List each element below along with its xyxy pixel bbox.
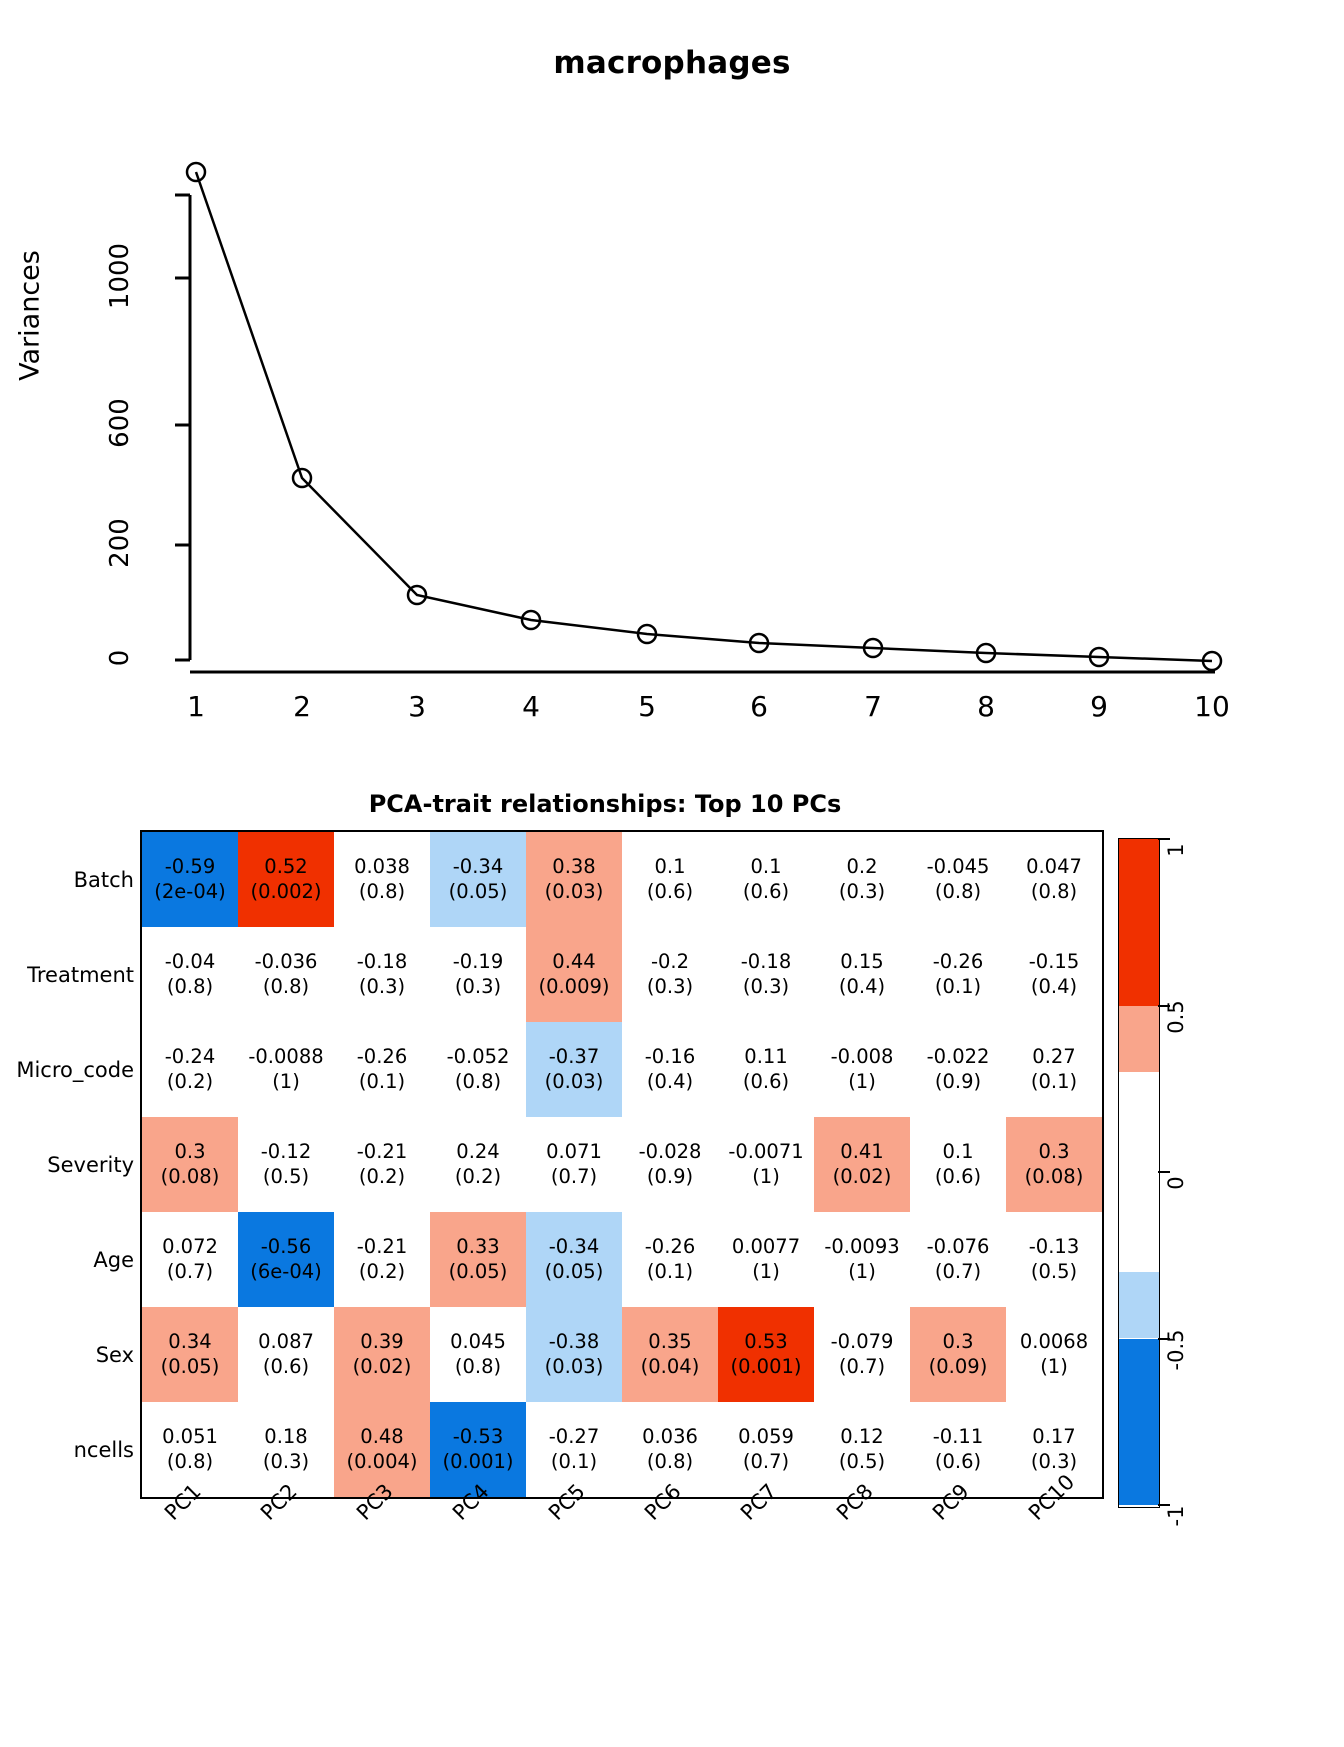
column-label-pc8: PC8 [832, 1479, 878, 1525]
cell-correlation: -0.15 [1028, 949, 1080, 973]
heatmap-cell-age-pc4 [430, 1212, 526, 1307]
heatmap-color-legend [1118, 838, 1238, 1527]
cell-pvalue: (0.8) [454, 1354, 502, 1378]
cell-pvalue: (0.6) [742, 1069, 790, 1093]
heatmap-cell-micro_code-pc6 [622, 1022, 718, 1117]
heatmap-cell-treatment-pc2 [238, 927, 334, 1022]
row-label-sex: Sex [95, 1343, 134, 1367]
cell-correlation: -0.26 [932, 949, 984, 973]
cell-correlation: 0.15 [840, 949, 884, 973]
scree-y-axis-label: Variances [14, 250, 46, 381]
cell-pvalue: (0.2) [166, 1069, 214, 1093]
cell-pvalue: (0.6) [262, 1354, 310, 1378]
cell-correlation: 0.0077 [731, 1234, 801, 1258]
cell-pvalue: (0.004) [346, 1449, 418, 1473]
cell-correlation: 0.24 [456, 1139, 500, 1163]
cell-pvalue: (0.2) [358, 1259, 406, 1283]
cell-pvalue: (0.6) [646, 879, 694, 903]
cell-pvalue: (0.3) [262, 1449, 310, 1473]
cell-correlation: -0.0088 [248, 1044, 324, 1068]
cell-pvalue: (0.1) [934, 974, 982, 998]
cell-pvalue: (0.9) [646, 1164, 694, 1188]
cell-correlation: 0.35 [648, 1329, 692, 1353]
heatmap-cell-age-pc8 [814, 1212, 910, 1307]
cell-pvalue: (0.8) [262, 974, 310, 998]
cell-pvalue: (0.02) [832, 1164, 892, 1188]
cell-correlation: -0.18 [356, 949, 408, 973]
cell-pvalue: (0.4) [838, 974, 886, 998]
legend-segment-2 [1119, 1072, 1159, 1272]
column-label-pc2: PC2 [256, 1479, 302, 1525]
cell-pvalue: (0.8) [1030, 879, 1078, 903]
cell-pvalue: (0.8) [934, 879, 982, 903]
scree-plot-canvas [0, 0, 1344, 740]
cell-pvalue: (0.3) [742, 974, 790, 998]
column-label-pc4: PC4 [448, 1479, 494, 1525]
heatmap-cell-treatment-pc6 [622, 927, 718, 1022]
cell-pvalue: (0.7) [742, 1449, 790, 1473]
heatmap-cell-batch-pc7 [718, 831, 814, 927]
legend-tick-label-3: -0.5 [1164, 1329, 1188, 1370]
cell-pvalue: (0.3) [838, 879, 886, 903]
cell-pvalue: (0.7) [934, 1259, 982, 1283]
legend-segment-0 [1119, 839, 1159, 1006]
heatmap-row [141, 927, 1103, 1022]
cell-correlation: -0.16 [644, 1044, 696, 1068]
cell-pvalue: (0.009) [538, 974, 610, 998]
heatmap-cell-severity-pc10 [1006, 1117, 1103, 1212]
cell-correlation: 0.3 [174, 1139, 206, 1163]
heatmap-cell-severity-pc4 [430, 1117, 526, 1212]
cell-correlation: 0.071 [546, 1139, 602, 1163]
row-label-ncells: ncells [73, 1438, 134, 1462]
cell-pvalue: (0.6) [934, 1449, 982, 1473]
legend-tick-label-4: -1 [1164, 1505, 1188, 1527]
heatmap-cell-age-pc2 [238, 1212, 334, 1307]
scree-line [196, 172, 1212, 661]
cell-pvalue: (0.1) [646, 1259, 694, 1283]
legend-tick-mark-2 [1158, 1171, 1170, 1173]
heatmap-cell-micro_code-pc5 [526, 1022, 622, 1117]
heatmap-cell-treatment-pc5 [526, 927, 622, 1022]
cell-pvalue: (0.3) [646, 974, 694, 998]
cell-correlation: -0.0071 [728, 1139, 804, 1163]
cell-pvalue: (0.8) [166, 974, 214, 998]
cell-correlation: -0.045 [926, 854, 990, 878]
column-label-pc6: PC6 [640, 1479, 686, 1525]
cell-pvalue: (0.8) [358, 879, 406, 903]
heatmap-cell-sex-pc10 [1006, 1307, 1103, 1402]
scree-ytick-1000: 1000 [105, 242, 135, 310]
heatmap-cell-age-pc5 [526, 1212, 622, 1307]
heatmap-cell-micro_code-pc4 [430, 1022, 526, 1117]
cell-correlation: -0.12 [260, 1139, 312, 1163]
cell-pvalue: (6e-04) [250, 1259, 322, 1283]
cell-pvalue: (0.03) [544, 1069, 604, 1093]
heatmap-cell-treatment-pc3 [334, 927, 430, 1022]
cell-correlation: -0.11 [932, 1424, 984, 1448]
cell-correlation: 0.3 [1038, 1139, 1070, 1163]
heatmap-grid-wrapper [140, 830, 1104, 1499]
cell-correlation: -0.26 [356, 1044, 408, 1068]
heatmap-cell-batch-pc1 [141, 831, 238, 927]
cell-correlation: -0.56 [260, 1234, 312, 1258]
cell-correlation: -0.37 [548, 1044, 600, 1068]
heatmap-cell-micro_code-pc1 [141, 1022, 238, 1117]
cell-correlation: 0.39 [360, 1329, 404, 1353]
cell-correlation: -0.59 [164, 854, 216, 878]
heatmap-cell-micro_code-pc3 [334, 1022, 430, 1117]
heatmap-cell-sex-pc9 [910, 1307, 1006, 1402]
heatmap-cell-treatment-pc8 [814, 927, 910, 1022]
heatmap-cell-micro_code-pc10 [1006, 1022, 1103, 1117]
cell-correlation: 0.44 [552, 949, 596, 973]
scree-ytick-0: 0 [105, 649, 135, 667]
cell-correlation: -0.26 [644, 1234, 696, 1258]
row-label-age: Age [93, 1248, 134, 1272]
cell-pvalue: (0.5) [838, 1449, 886, 1473]
heatmap-cell-batch-pc8 [814, 831, 910, 927]
cell-pvalue: (0.08) [160, 1164, 220, 1188]
cell-correlation: 0.34 [168, 1329, 212, 1353]
heatmap-cell-treatment-pc7 [718, 927, 814, 1022]
heatmap-row [141, 1212, 1103, 1307]
cell-correlation: 0.18 [264, 1424, 308, 1448]
row-label-treatment: Treatment [27, 963, 134, 987]
scree-points [187, 163, 1221, 670]
scree-plot [0, 0, 1344, 740]
scree-xtick-6: 6 [750, 690, 768, 723]
cell-correlation: 0.0068 [1019, 1329, 1089, 1353]
cell-correlation: -0.18 [740, 949, 792, 973]
heatmap-row [141, 831, 1103, 927]
legend-tick-label-0: 1 [1164, 843, 1188, 857]
heatmap-cell-micro_code-pc7 [718, 1022, 814, 1117]
cell-pvalue: (0.9) [934, 1069, 982, 1093]
heatmap-row [141, 1022, 1103, 1117]
cell-pvalue: (0.03) [544, 879, 604, 903]
heatmap-cell-severity-pc8 [814, 1117, 910, 1212]
cell-correlation: 0.038 [354, 854, 410, 878]
heatmap-cell-batch-pc2 [238, 831, 334, 927]
cell-pvalue: (0.1) [358, 1069, 406, 1093]
cell-correlation: 0.1 [654, 854, 686, 878]
scree-xtick-2: 2 [293, 690, 311, 723]
legend-segment-3 [1119, 1272, 1159, 1339]
column-label-pc3: PC3 [352, 1479, 398, 1525]
cell-correlation: -0.53 [452, 1424, 504, 1448]
heatmap-cell-severity-pc7 [718, 1117, 814, 1212]
heatmap-cell-age-pc3 [334, 1212, 430, 1307]
cell-pvalue: (0.3) [1030, 1449, 1078, 1473]
cell-correlation: -0.022 [926, 1044, 990, 1068]
cell-correlation: 0.1 [750, 854, 782, 878]
cell-pvalue: (0.5) [262, 1164, 310, 1188]
cell-correlation: -0.34 [452, 854, 504, 878]
cell-correlation: -0.34 [548, 1234, 600, 1258]
cell-correlation: 0.047 [1026, 854, 1082, 878]
cell-pvalue: (0.4) [1030, 974, 1078, 998]
cell-correlation: 0.38 [552, 854, 596, 878]
cell-correlation: 0.48 [360, 1424, 404, 1448]
cell-correlation: 0.036 [642, 1424, 698, 1448]
heatmap-cell-age-pc7 [718, 1212, 814, 1307]
cell-correlation: -0.008 [830, 1044, 894, 1068]
cell-correlation: -0.24 [164, 1044, 216, 1068]
heatmap-grid [140, 830, 1104, 1499]
scree-plot-title: macrophages [553, 45, 791, 81]
row-label-severity: Severity [47, 1153, 134, 1177]
cell-correlation: -0.38 [548, 1329, 600, 1353]
cell-pvalue: (1) [752, 1164, 780, 1188]
cell-pvalue: (0.3) [454, 974, 502, 998]
cell-correlation: -0.2 [650, 949, 690, 973]
cell-correlation: 0.27 [1032, 1044, 1076, 1068]
cell-pvalue: (0.6) [742, 879, 790, 903]
heatmap-cell-age-pc1 [141, 1212, 238, 1307]
heatmap-cell-sex-pc8 [814, 1307, 910, 1402]
pca-trait-heatmap [0, 790, 1344, 1690]
cell-pvalue: (1) [752, 1259, 780, 1283]
heatmap-cell-batch-pc9 [910, 831, 1006, 927]
heatmap-title: PCA-trait relationships: Top 10 PCs [368, 790, 842, 818]
cell-pvalue: (0.03) [544, 1354, 604, 1378]
cell-pvalue: (0.04) [640, 1354, 700, 1378]
cell-pvalue: (0.8) [166, 1449, 214, 1473]
cell-correlation: -0.19 [452, 949, 504, 973]
cell-pvalue: (0.8) [646, 1449, 694, 1473]
cell-correlation: -0.052 [446, 1044, 510, 1068]
heatmap-cell-batch-pc4 [430, 831, 526, 927]
cell-pvalue: (0.05) [448, 1259, 508, 1283]
heatmap-cell-severity-pc5 [526, 1117, 622, 1212]
legend-segment-1 [1119, 1006, 1159, 1073]
cell-correlation: -0.028 [638, 1139, 702, 1163]
heatmap-cell-age-pc10 [1006, 1212, 1103, 1307]
cell-correlation: 0.41 [840, 1139, 884, 1163]
cell-pvalue: (0.05) [544, 1259, 604, 1283]
heatmap-column-labels [140, 1469, 1110, 1622]
scree-xtick-1: 1 [187, 690, 205, 723]
row-label-batch: Batch [73, 868, 134, 892]
heatmap-cell-sex-pc2 [238, 1307, 334, 1402]
cell-correlation: 0.072 [162, 1234, 218, 1258]
cell-correlation: 0.17 [1032, 1424, 1076, 1448]
cell-correlation: 0.2 [846, 854, 878, 878]
cell-correlation: -0.04 [164, 949, 216, 973]
heatmap-cell-sex-pc5 [526, 1307, 622, 1402]
cell-pvalue: (0.7) [166, 1259, 214, 1283]
cell-correlation: -0.13 [1028, 1234, 1080, 1258]
cell-pvalue: (0.001) [730, 1354, 802, 1378]
cell-correlation: 0.087 [258, 1329, 314, 1353]
legend-tick-label-1: 0.5 [1164, 999, 1188, 1034]
cell-correlation: 0.12 [840, 1424, 884, 1448]
cell-correlation: -0.079 [830, 1329, 894, 1353]
cell-correlation: 0.3 [942, 1329, 974, 1353]
cell-pvalue: (0.1) [1030, 1069, 1078, 1093]
heatmap-cell-sex-pc1 [141, 1307, 238, 1402]
column-label-pc9: PC9 [928, 1479, 974, 1525]
cell-pvalue: (0.002) [250, 879, 322, 903]
scree-xtick-5: 5 [638, 690, 656, 723]
cell-pvalue: (1) [272, 1069, 300, 1093]
cell-pvalue: (0.08) [1024, 1164, 1084, 1188]
heatmap-cell-age-pc6 [622, 1212, 718, 1307]
scree-ytick-600: 600 [105, 398, 135, 448]
cell-pvalue: (0.5) [1030, 1259, 1078, 1283]
heatmap-cell-severity-pc9 [910, 1117, 1006, 1212]
heatmap-row-labels [0, 830, 134, 1495]
cell-pvalue: (0.7) [550, 1164, 598, 1188]
cell-pvalue: (0.05) [160, 1354, 220, 1378]
cell-pvalue: (1) [848, 1069, 876, 1093]
cell-pvalue: (0.001) [442, 1449, 514, 1473]
scree-xtick-7: 7 [864, 690, 882, 723]
heatmap-row [141, 1307, 1103, 1402]
heatmap-cell-batch-pc3 [334, 831, 430, 927]
heatmap-cell-severity-pc2 [238, 1117, 334, 1212]
scree-xtick-8: 8 [977, 690, 995, 723]
cell-correlation: -0.076 [926, 1234, 990, 1258]
cell-pvalue: (0.8) [454, 1069, 502, 1093]
cell-correlation: 0.53 [744, 1329, 788, 1353]
cell-correlation: 0.33 [456, 1234, 500, 1258]
heatmap-cell-micro_code-pc9 [910, 1022, 1006, 1117]
legend-gradient-bar [1118, 838, 1160, 1508]
heatmap-cell-batch-pc5 [526, 831, 622, 927]
heatmap-cell-age-pc9 [910, 1212, 1006, 1307]
cell-pvalue: (0.09) [928, 1354, 988, 1378]
heatmap-cell-sex-pc7 [718, 1307, 814, 1402]
cell-correlation: 0.52 [264, 854, 308, 878]
heatmap-cell-treatment-pc4 [430, 927, 526, 1022]
scree-ytick-200: 200 [105, 518, 135, 568]
column-label-pc5: PC5 [544, 1479, 590, 1525]
cell-correlation: 0.051 [162, 1424, 218, 1448]
scree-xtick-4: 4 [522, 690, 540, 723]
heatmap-cell-severity-pc1 [141, 1117, 238, 1212]
heatmap-row [141, 1117, 1103, 1212]
legend-tick-mark-0 [1158, 838, 1170, 840]
heatmap-cell-sex-pc3 [334, 1307, 430, 1402]
cell-pvalue: (0.05) [448, 879, 508, 903]
heatmap-cell-treatment-pc1 [141, 927, 238, 1022]
heatmap-cell-sex-pc6 [622, 1307, 718, 1402]
cell-correlation: -0.0093 [824, 1234, 900, 1258]
cell-pvalue: (0.3) [358, 974, 406, 998]
cell-correlation: 0.045 [450, 1329, 506, 1353]
cell-correlation: 0.1 [942, 1139, 974, 1163]
column-label-pc7: PC7 [736, 1479, 782, 1525]
heatmap-cell-sex-pc4 [430, 1307, 526, 1402]
scree-xtick-3: 3 [408, 690, 426, 723]
cell-pvalue: (0.4) [646, 1069, 694, 1093]
legend-segment-4 [1119, 1339, 1159, 1506]
cell-correlation: 0.059 [738, 1424, 794, 1448]
cell-pvalue: (0.02) [352, 1354, 412, 1378]
cell-pvalue: (0.6) [934, 1164, 982, 1188]
heatmap-cell-micro_code-pc8 [814, 1022, 910, 1117]
heatmap-cell-severity-pc3 [334, 1117, 430, 1212]
heatmap-cell-severity-pc6 [622, 1117, 718, 1212]
heatmap-cell-treatment-pc10 [1006, 927, 1103, 1022]
cell-correlation: 0.11 [744, 1044, 788, 1068]
heatmap-cell-micro_code-pc2 [238, 1022, 334, 1117]
cell-correlation: -0.21 [356, 1234, 408, 1258]
column-label-pc10: PC10 [1024, 1469, 1080, 1525]
cell-pvalue: (0.2) [454, 1164, 502, 1188]
scree-xtick-10: 10 [1194, 690, 1230, 723]
cell-correlation: -0.036 [254, 949, 318, 973]
cell-pvalue: (0.7) [838, 1354, 886, 1378]
heatmap-cell-batch-pc6 [622, 831, 718, 927]
cell-pvalue: (0.2) [358, 1164, 406, 1188]
heatmap-cell-treatment-pc9 [910, 927, 1006, 1022]
cell-pvalue: (2e-04) [154, 879, 226, 903]
scree-xtick-9: 9 [1090, 690, 1108, 723]
column-label-pc1: PC1 [160, 1479, 206, 1525]
cell-pvalue: (1) [848, 1259, 876, 1283]
row-label-micro_code: Micro_code [16, 1058, 134, 1082]
cell-correlation: -0.21 [356, 1139, 408, 1163]
cell-correlation: -0.27 [548, 1424, 600, 1448]
heatmap-cell-batch-pc10 [1006, 831, 1103, 927]
cell-pvalue: (1) [1040, 1354, 1068, 1378]
legend-tick-label-2: 0 [1164, 1176, 1188, 1190]
cell-pvalue: (0.1) [550, 1449, 598, 1473]
